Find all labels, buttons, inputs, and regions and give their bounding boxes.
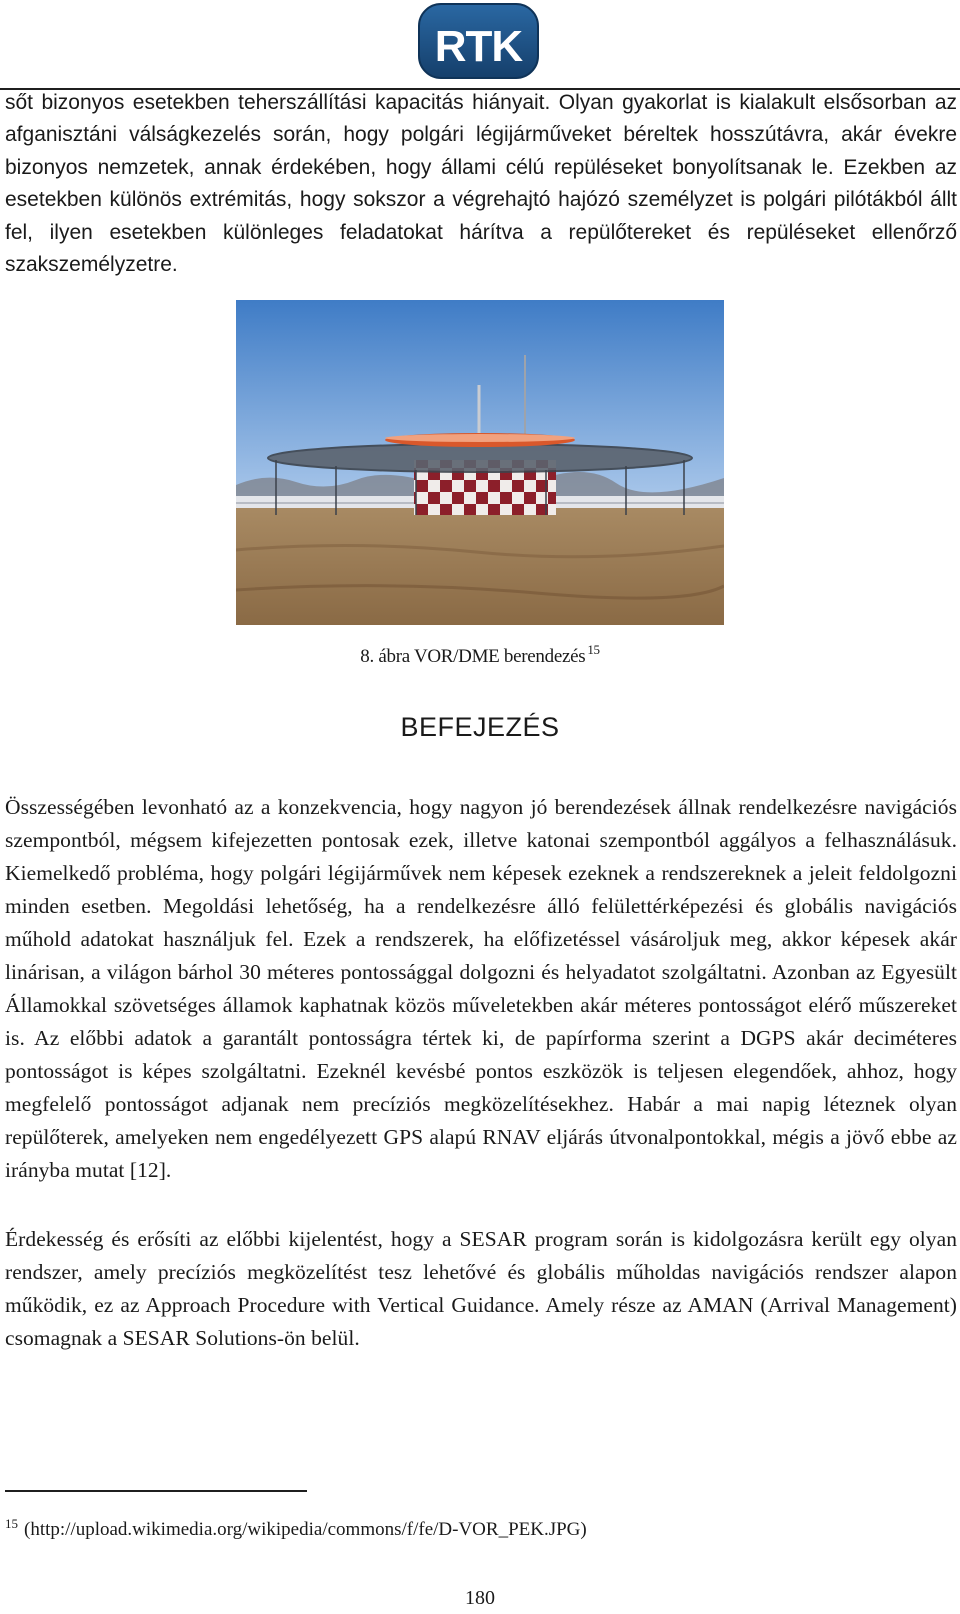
footnote-reference: 15 <box>587 642 600 657</box>
figure-caption-text: 8. ábra VOR/DME berendezés <box>360 646 586 667</box>
rtk-logo <box>417 2 540 80</box>
vor-dme-photo <box>236 300 724 625</box>
body-paragraph-1: sőt bizonyos esetekben teherszállítási kapacitás hiányait. Olyan gyakorlat is kialakult elsősorban az afganisztáni válságkezelés során, hogy polgári légijárműveket béreltek hosszútávra, akár évekre bizonyos nemzetek, annak érdekében, hogy állami célú repüléseket bonyolítsanak le. Ezekben az esetekben különös extrémitás, hogy sokszor a végrehajtó hajózó személyzet is polgári pilótákból állt fel, ilyen esetekben különleges feladatokat hárítva a repülőtereket és repüléseket ellenőrző szakszemélyzetre. <box>5 91 957 277</box>
footnote-separator <box>5 1490 307 1492</box>
footnote-number: 15 <box>5 1516 18 1531</box>
body-paragraph-3: Érdekesség és erősíti az előbbi kijelentést, hogy a SESAR program során is kidolgozásra került egy olyan rendszer, amely precíziós megközelítést tesz lehetővé és globális műholdas navigációs rendszer alapon működik, ez az Approach Procedure with Vertical Guidance. Amely része az AMAN (Arrival Management) csomagnak a SESAR Solutions-ön belül. <box>5 1227 957 1350</box>
body-paragraph-2: Összességében levonható az a konzekvencia, hogy nagyon jó berendezések állnak rendelkezésre navigációs szempontból, mégsem kifejezetten pontosak ezek, illetve katonai szempontból aggályos a felhasználásuk. Kiemelkedő probléma, hogy polgári légijárművek nem képesek ezeknek a rendszereknek a jeleit feldolgozni minden esetben. Megoldási lehetőség, ha a rendelkezésre álló felülettérképezési és globális navigációs műhold adatokat használjuk fel. Ezek a rendszerek, ha előfizetéssel vásároljuk meg, akkor képesek akár linárisan, a világon bárhol 30 méteres pontossággal dolgozni és helyadatot szolgáltatni. Azonban az Egyesült Államokkal szövetséges államok kaphatnak közös műveletekben akár méteres pontosságot elérő műszereket is. Az előbbi adatok a garantált pontosságra tértek ki, de papírforma szerint a DGPS akár deciméteres pontosságot is képes szolgáltatni. Ezeknél kevésbé pontos eszközök is teljesen elegendőek, ahhoz, hogy megfelelő pontosságot adjanak nem precíziós megközelítésekhez. Habár a mai napig léteznek olyan repülőterek, amelyeken nem engedélyezett GPS alapú RNAV eljárás útvonalpontokkal, mégis a jövő ebbe az irányba mutat [12]. <box>5 795 957 1182</box>
section-heading: BEFEJEZÉS <box>400 712 560 742</box>
page-number: 180 <box>465 1587 495 1609</box>
svg-text:RTK: RTK <box>434 22 523 71</box>
footnote <box>5 1516 587 1541</box>
footnote-url: (http://upload.wikimedia.org/wikipedia/commons/f/fe/D-VOR_PEK.JPG) <box>24 1519 587 1540</box>
figure-caption <box>0 642 960 668</box>
